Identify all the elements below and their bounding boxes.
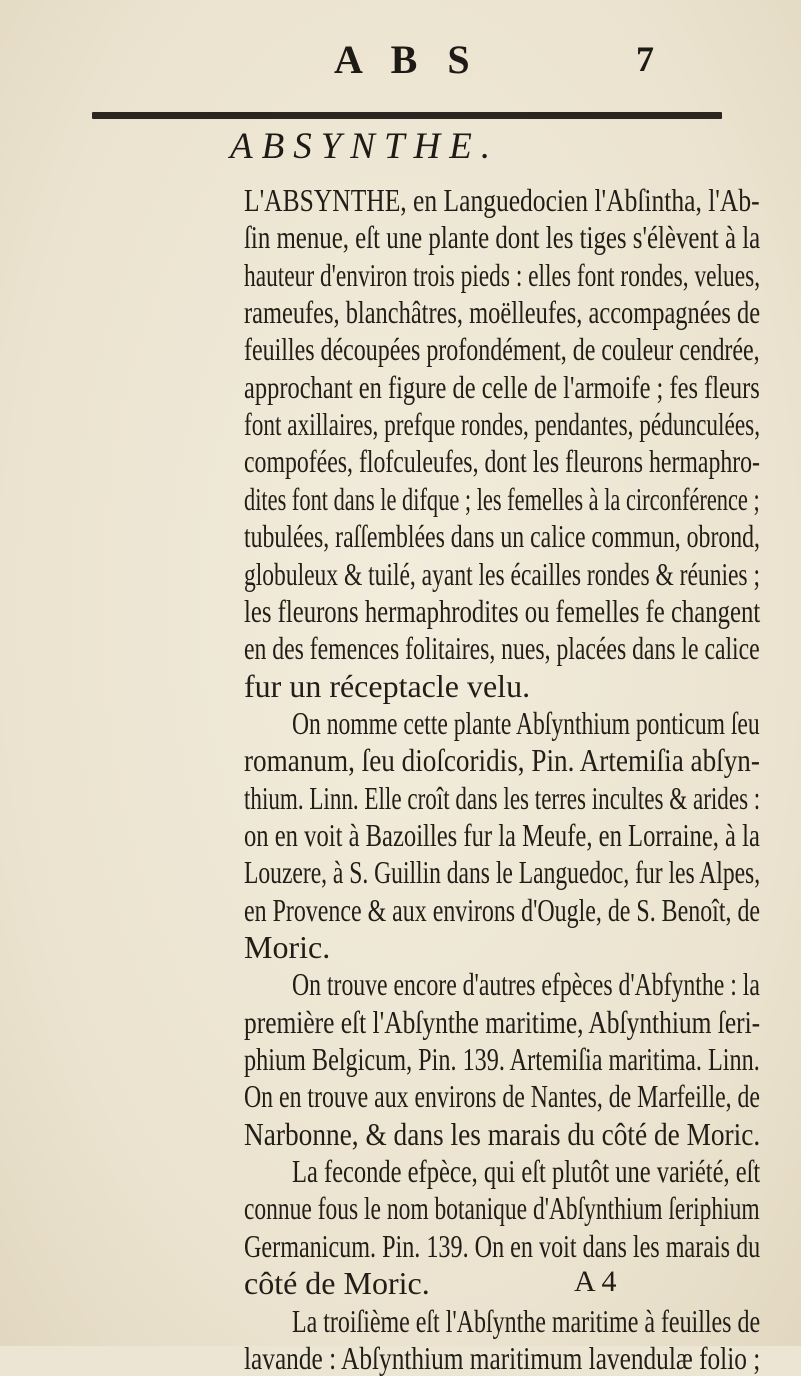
- text-line: tubulées, raſſemblées dans un calice commun, obrond,: [244, 518, 761, 555]
- text-line: approchant en figure de celle de l'armoife ; fes fleurs: [244, 368, 760, 405]
- text-line: feuilles découpées profondément, de couleur cendrée,: [244, 331, 760, 368]
- text-line: première eſt l'Abſynthe maritime, Abſynthium ſeri-: [244, 1003, 761, 1040]
- text-line: globuleux & tuilé, ayant les écailles rondes & réunies ;: [244, 555, 760, 592]
- text-line: les fleurons hermaphrodites ou femelles fe changent: [244, 592, 761, 629]
- text-line: La troiſième eſt l'Abſynthe maritime à feuilles de: [292, 1302, 761, 1339]
- text-line: Narbonne, & dans les marais du côté de Moric.: [244, 1115, 761, 1152]
- text-line: Louzere, à S. Guillin dans le Languedoc, fur les Alpes,: [244, 854, 761, 891]
- text-line: en Provence & aux environs d'Ougle, de S. Benoît, de: [244, 891, 761, 928]
- text-line: lavande : Abſynthium maritimum lavendulæ folio ;: [244, 1339, 761, 1376]
- text-line: L'ABSYNTHE, en Languedocien l'Abſintha, l'Ab-: [244, 182, 760, 218]
- text-line: On en trouve aux environs de Nantes, de Marfeille, de: [244, 1078, 760, 1115]
- text-line: côté de Moric.: [244, 1265, 430, 1302]
- text-line: connue fous le nom botanique d'Abſynthium ſeriphium: [244, 1190, 760, 1227]
- text-line: On nomme cette plante Abſynthium ponticum ſeu: [292, 704, 760, 741]
- text-line: On trouve encore d'autres efpèces d'Abfynthe : la: [292, 966, 760, 1003]
- text-line: Germanicum. Pin. 139. On en voit dans les marais du: [244, 1227, 761, 1264]
- text-line: font axillaires, prefque rondes, pendantes, pédunculées,: [244, 406, 761, 443]
- text-line: La feconde efpèce, qui eſt plutôt une variété, eſt: [292, 1153, 761, 1190]
- text-line: rameufes, blanchâtres, moëlleufes, accompagnées de: [244, 294, 761, 331]
- text-line: phium Belgicum, Pin. 139. Artemiſia maritima. Linn.: [244, 1041, 760, 1078]
- text-line: hauteur d'environ trois pieds : elles font rondes, velues,: [244, 256, 761, 293]
- running-title: A B S: [334, 37, 480, 82]
- signature-mark: A 4: [574, 1265, 617, 1298]
- text-line: thium. Linn. Elle croît dans les terres incultes & arides :: [244, 779, 761, 816]
- page-number: 7: [636, 39, 654, 79]
- text-line: on en voit à Bazoilles fur la Meufe, en Lorraine, à la: [244, 816, 760, 853]
- article-title: ABSYNTHE.: [230, 126, 500, 167]
- text-line: compofées, flofculeufes, dont les fleurons hermaphro-: [244, 443, 760, 480]
- text-line: ſin menue, eſt une plante dont les tiges s'élèvent à la: [244, 219, 761, 256]
- text-line: Moric.: [244, 929, 331, 965]
- text-line: fur un réceptacle velu.: [244, 667, 531, 704]
- text-line: en des femences folitaires, nues, placées dans le calice: [244, 630, 760, 667]
- text-line: romanum, ſeu dioſcoridis, Pin. Artemiſia abſyn-: [244, 742, 760, 779]
- text-line: dites font dans le difque ; les femelles à la circonférence ;: [244, 480, 760, 517]
